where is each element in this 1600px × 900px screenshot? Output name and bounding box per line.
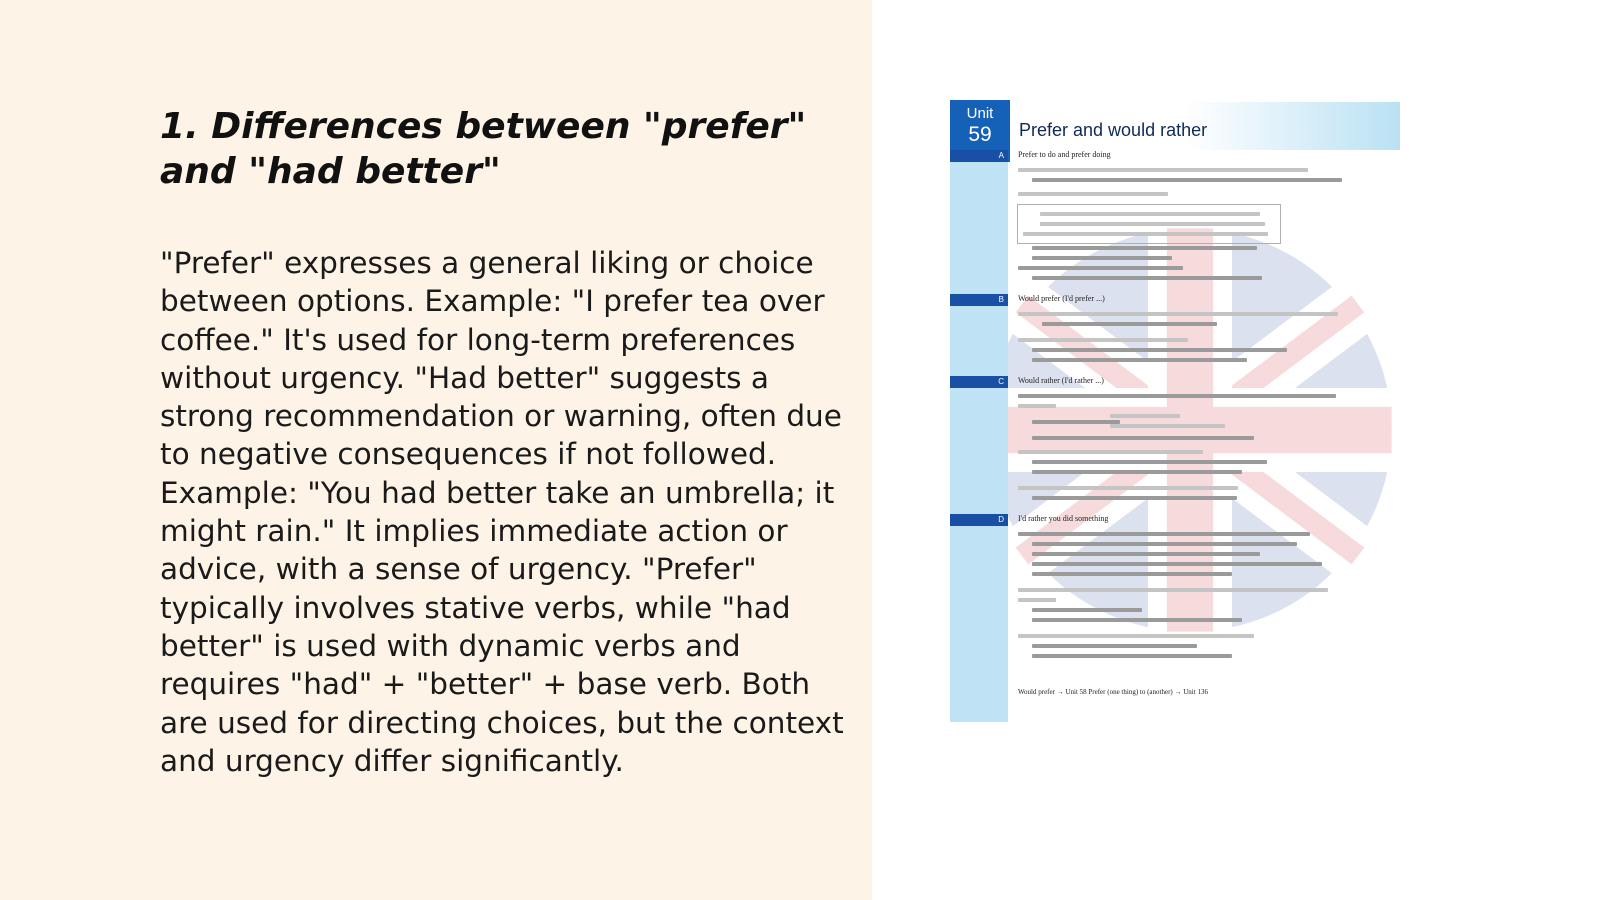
text-line — [1018, 598, 1056, 602]
text-line — [1018, 394, 1336, 398]
text-line — [1032, 562, 1322, 566]
text-line — [1032, 276, 1262, 280]
text-line — [1018, 486, 1238, 490]
text-line — [1032, 358, 1247, 362]
text-line — [1032, 608, 1142, 612]
text-line — [1032, 470, 1242, 474]
text-line — [1032, 246, 1257, 250]
union-flag-watermark-icon — [980, 220, 1400, 640]
text-line — [1018, 312, 1338, 316]
section-tab-b: B — [950, 294, 1008, 306]
text-line — [1032, 256, 1172, 260]
unit-number: 59 — [968, 123, 992, 146]
text-line — [1042, 322, 1217, 326]
slide-body-text: "Prefer" expresses a general liking or choice between options. Example: "I prefer tea over coffee." It's used for long-term preferences without urgency. "Had better" suggests a strong recommendation or warning, often due to negative consequences if not followed. Example: "You had better take an umbrella; it might rain." It implies immediate action or advice, with a sense of urgency. "Prefer" typically involves stative verbs, while "had better" is used with dynamic verbs and requires "had" + "better" + base verb. Both are used for directing choices, but the context and urgency differ significantly. — [160, 246, 844, 778]
section-tab-d: D — [950, 514, 1008, 526]
text-line — [1032, 654, 1232, 658]
text-line — [1040, 222, 1265, 226]
text-line — [1018, 450, 1203, 454]
example-table — [1017, 204, 1281, 244]
text-line — [1018, 266, 1183, 270]
text-line — [1032, 460, 1267, 464]
text-line — [1032, 420, 1120, 424]
textbook-page-image — [950, 100, 1400, 722]
text-line — [1018, 588, 1328, 592]
text-line — [1032, 572, 1232, 576]
text-line — [1032, 542, 1297, 546]
slide-title: 1. Differences between "prefer" and "had better" — [160, 106, 807, 192]
unit-label: Unit — [966, 105, 994, 122]
text-line — [1023, 232, 1268, 236]
text-line — [1110, 414, 1180, 418]
text-line — [1110, 424, 1225, 428]
text-line — [1032, 178, 1342, 182]
text-line — [1032, 552, 1260, 556]
text-line — [1018, 192, 1168, 196]
page-side-strip — [950, 162, 1008, 722]
page-title: Prefer and would rather — [1019, 120, 1208, 140]
section-title-d: I'd rather you did something — [1018, 514, 1109, 523]
text-line — [1018, 404, 1056, 408]
text-line — [1032, 496, 1237, 500]
text-line — [1032, 436, 1254, 440]
text-line — [1040, 212, 1260, 216]
section-tab-c: C — [950, 376, 1008, 388]
text-line — [1018, 634, 1254, 638]
page-footer-crossref: Would prefer → Unit 58 Prefer (one thing) to (another) → Unit 136 — [1018, 688, 1208, 696]
text-line — [1032, 348, 1287, 352]
section-title-a: Prefer to do and prefer doing — [1018, 150, 1111, 159]
section-title-b: Would prefer (I'd prefer ...) — [1018, 294, 1105, 303]
text-line — [1032, 618, 1242, 622]
text-line — [1032, 644, 1197, 648]
section-tab-a: A — [950, 150, 1008, 162]
section-title-c: Would rather (I'd rather ...) — [1018, 376, 1104, 385]
text-line — [1018, 168, 1308, 172]
text-line — [1018, 338, 1188, 342]
text-line — [1018, 532, 1310, 536]
